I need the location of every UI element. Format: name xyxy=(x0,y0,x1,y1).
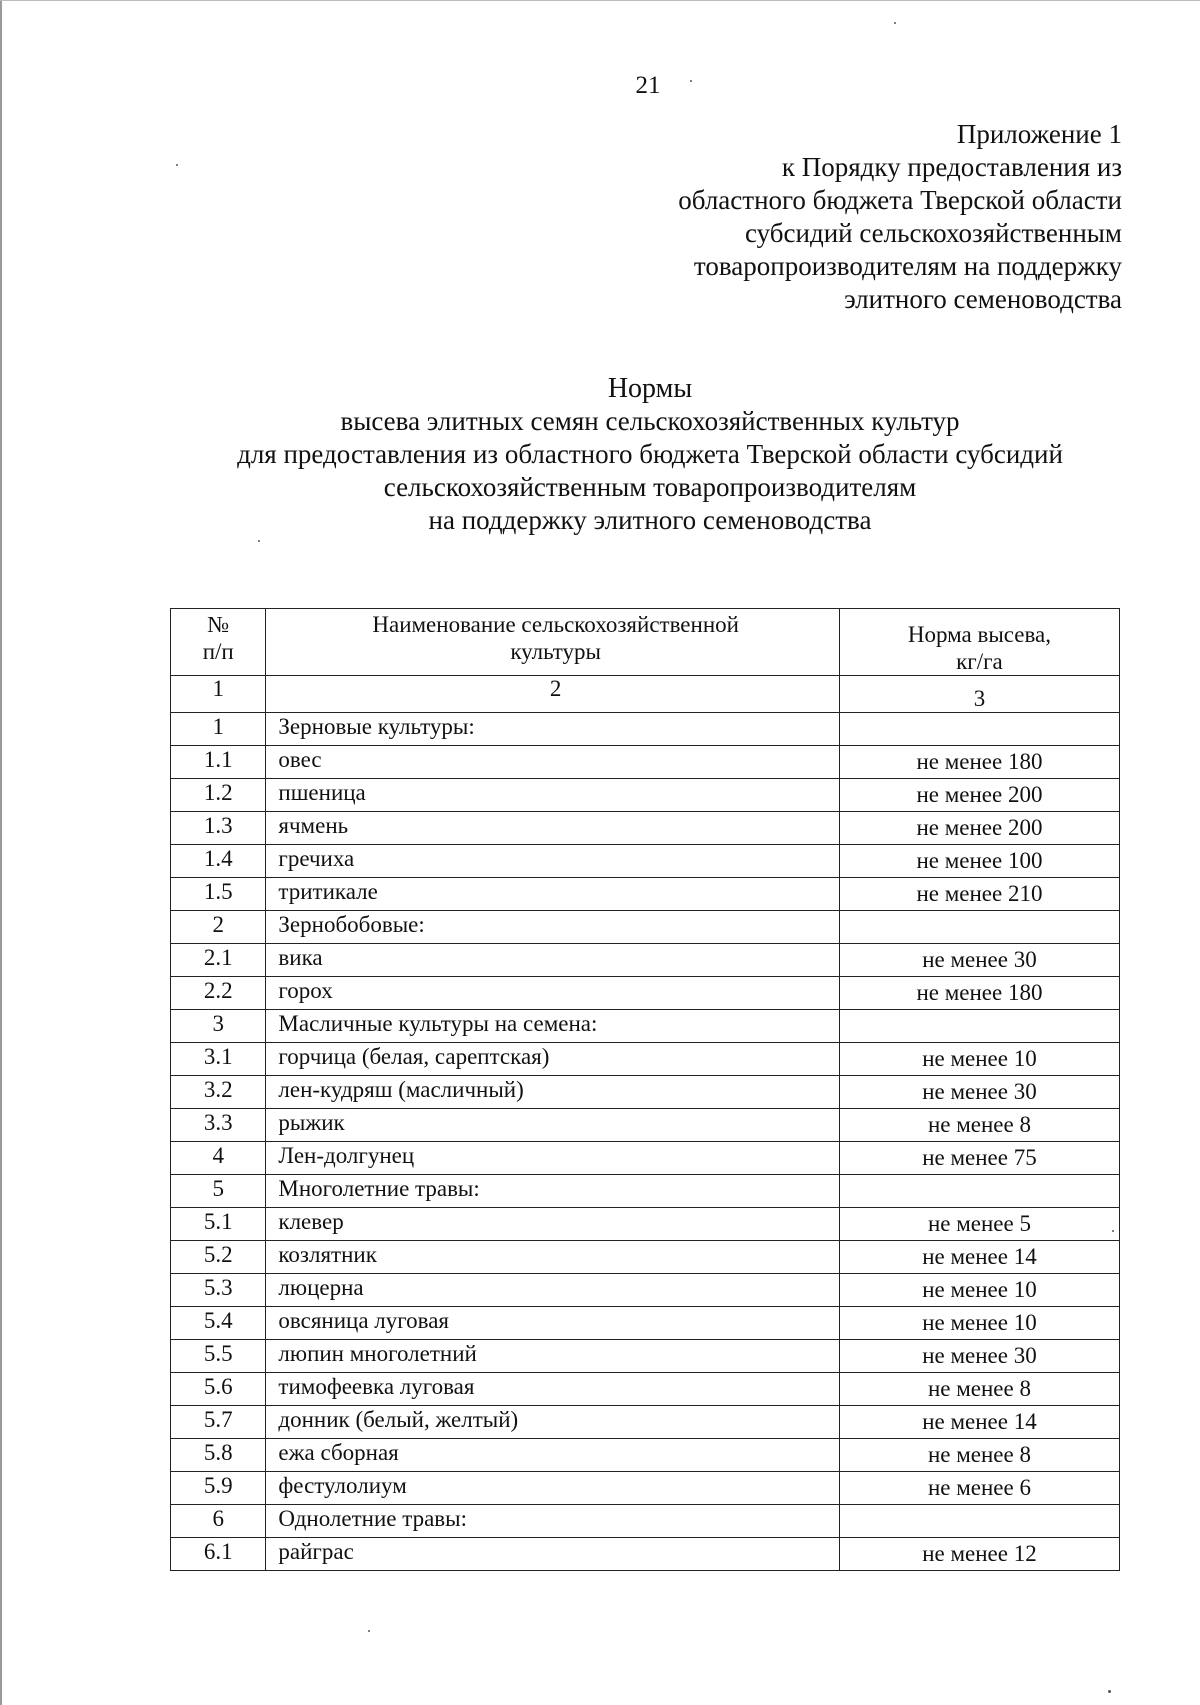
table-header-row xyxy=(171,609,1120,676)
row-number: 5.5 xyxy=(171,1340,266,1373)
appendix-line: товаропроизводителям на поддержку xyxy=(693,251,1122,281)
row-sowing-norm: не менее 75 xyxy=(839,1142,1119,1175)
table-row xyxy=(171,1010,1120,1043)
row-crop-name: вика xyxy=(266,944,840,977)
row-number: 3 xyxy=(171,1010,266,1043)
row-crop-name: Лен-долгунец xyxy=(266,1142,840,1175)
row-sowing-norm: не менее 180 xyxy=(839,977,1119,1010)
row-sowing-norm: не менее 200 xyxy=(839,779,1119,812)
scan-speck xyxy=(690,80,692,82)
scan-speck xyxy=(258,540,260,542)
scan-speck xyxy=(894,22,896,24)
appendix-line: элитного семеноводства xyxy=(844,284,1122,314)
row-crop-name: гречиха xyxy=(266,845,840,878)
row-number: 5 xyxy=(171,1175,266,1208)
table-row xyxy=(171,1340,1120,1373)
appendix-line: субсидий сельскохозяйственным xyxy=(745,218,1122,248)
row-crop-name: пшеница xyxy=(266,779,840,812)
table-row xyxy=(171,1043,1120,1076)
row-number: 5.2 xyxy=(171,1241,266,1274)
row-crop-name: люцерна xyxy=(266,1274,840,1307)
row-crop-name: горох xyxy=(266,977,840,1010)
row-sowing-norm: не менее 30 xyxy=(839,1076,1119,1109)
row-sowing-norm: не менее 10 xyxy=(839,1274,1119,1307)
row-crop-name: Однолетние травы: xyxy=(266,1505,840,1538)
row-crop-name: лен-кудряш (масличный) xyxy=(266,1076,840,1109)
scan-edge-left xyxy=(0,0,2,1705)
row-number: 2.1 xyxy=(171,944,266,977)
row-sowing-norm xyxy=(839,911,1119,944)
table-row xyxy=(171,845,1120,878)
row-sowing-norm: не менее 30 xyxy=(839,944,1119,977)
appendix-header xyxy=(678,118,1122,316)
header-norm: Норма высева, кг/га xyxy=(839,609,1119,676)
table-body xyxy=(171,713,1120,1571)
page-number: 21 xyxy=(635,72,661,99)
row-number: 2.2 xyxy=(171,977,266,1010)
row-sowing-norm xyxy=(839,1505,1119,1538)
row-number: 1 xyxy=(171,713,266,746)
row-number: 5.9 xyxy=(171,1472,266,1505)
row-crop-name: овес xyxy=(266,746,840,779)
table-row xyxy=(171,1505,1120,1538)
row-sowing-norm xyxy=(839,1010,1119,1043)
row-number: 5.6 xyxy=(171,1373,266,1406)
index-col-3: 3 xyxy=(839,676,1119,713)
row-number: 3.3 xyxy=(171,1109,266,1142)
title-line: высева элитных семян сельскохозяйственных культур xyxy=(340,406,960,436)
title-line: для предоставления из областного бюджета Тверской области субсидий xyxy=(237,439,1063,469)
table-row xyxy=(171,1406,1120,1439)
table-row xyxy=(171,1142,1120,1175)
row-number: 5.3 xyxy=(171,1274,266,1307)
table-row xyxy=(171,1241,1120,1274)
row-number: 6 xyxy=(171,1505,266,1538)
row-sowing-norm: не менее 100 xyxy=(839,845,1119,878)
row-sowing-norm xyxy=(839,1175,1119,1208)
table-row xyxy=(171,1439,1120,1472)
row-sowing-norm: не менее 10 xyxy=(839,1307,1119,1340)
scan-speck xyxy=(1112,1230,1114,1232)
appendix-line: к Порядку предоставления из xyxy=(781,152,1122,182)
scan-speck xyxy=(176,164,178,166)
table-row xyxy=(171,1472,1120,1505)
row-sowing-norm xyxy=(839,713,1119,746)
row-number: 1.5 xyxy=(171,878,266,911)
row-sowing-norm: не менее 8 xyxy=(839,1109,1119,1142)
row-number: 1.3 xyxy=(171,812,266,845)
row-crop-name: фестулолиум xyxy=(266,1472,840,1505)
row-crop-name: горчица (белая, сарептская) xyxy=(266,1043,840,1076)
table-row xyxy=(171,1109,1120,1142)
row-number: 1.1 xyxy=(171,746,266,779)
table-row xyxy=(171,977,1120,1010)
row-crop-name: ячмень xyxy=(266,812,840,845)
row-number: 3.1 xyxy=(171,1043,266,1076)
row-sowing-norm: не менее 6 xyxy=(839,1472,1119,1505)
table-row xyxy=(171,1175,1120,1208)
row-number: 6.1 xyxy=(171,1538,266,1571)
row-crop-name: клевер xyxy=(266,1208,840,1241)
row-crop-name: козлятник xyxy=(266,1241,840,1274)
title-line: Нормы xyxy=(607,373,693,404)
row-number: 5.4 xyxy=(171,1307,266,1340)
row-crop-name: люпин многолетний xyxy=(266,1340,840,1373)
table-row xyxy=(171,878,1120,911)
table-row xyxy=(171,1373,1120,1406)
table-row xyxy=(171,911,1120,944)
scan-speck xyxy=(1108,1690,1111,1693)
table-row xyxy=(171,1076,1120,1109)
index-col-1: 1 xyxy=(171,676,266,713)
row-sowing-norm: не менее 8 xyxy=(839,1373,1119,1406)
row-sowing-norm: не менее 30 xyxy=(839,1340,1119,1373)
index-col-2: 2 xyxy=(266,676,840,713)
row-sowing-norm: не менее 5 xyxy=(839,1208,1119,1241)
row-number: 1.4 xyxy=(171,845,266,878)
row-sowing-norm: не менее 180 xyxy=(839,746,1119,779)
appendix-line: Приложение 1 xyxy=(956,119,1122,149)
title-line: на поддержку элитного семеноводства xyxy=(428,505,872,535)
header-name: Наименование сельскохозяйственной культуры xyxy=(266,609,840,676)
document-title xyxy=(180,372,1120,537)
row-sowing-norm: не менее 10 xyxy=(839,1043,1119,1076)
row-crop-name: Зерновые культуры: xyxy=(266,713,840,746)
row-crop-name: рыжик xyxy=(266,1109,840,1142)
row-number: 2 xyxy=(171,911,266,944)
row-number: 5.7 xyxy=(171,1406,266,1439)
row-crop-name: райграс xyxy=(266,1538,840,1571)
table-row xyxy=(171,746,1120,779)
scan-edge-top xyxy=(0,0,1200,1)
row-crop-name: донник (белый, желтый) xyxy=(266,1406,840,1439)
title-line: сельскохозяйственным товаропроизводителям xyxy=(383,472,917,502)
table-row xyxy=(171,1274,1120,1307)
table-row xyxy=(171,1208,1120,1241)
row-sowing-norm: не менее 8 xyxy=(839,1439,1119,1472)
row-crop-name: Масличные культуры на семена: xyxy=(266,1010,840,1043)
row-number: 5.1 xyxy=(171,1208,266,1241)
norms-table xyxy=(170,608,1120,1571)
row-crop-name: тритикале xyxy=(266,878,840,911)
table-row xyxy=(171,1307,1120,1340)
scan-speck xyxy=(368,1630,370,1632)
table-row xyxy=(171,1538,1120,1571)
table-row xyxy=(171,812,1120,845)
appendix-line: областного бюджета Тверской области xyxy=(678,185,1122,215)
table-row xyxy=(171,713,1120,746)
row-crop-name: тимофеевка луговая xyxy=(266,1373,840,1406)
row-number: 4 xyxy=(171,1142,266,1175)
table-row xyxy=(171,944,1120,977)
row-sowing-norm: не менее 12 xyxy=(839,1538,1119,1571)
row-crop-name: Многолетние травы: xyxy=(266,1175,840,1208)
table-row xyxy=(171,779,1120,812)
row-sowing-norm: не менее 200 xyxy=(839,812,1119,845)
header-num: № п/п xyxy=(171,609,266,676)
row-sowing-norm: не менее 14 xyxy=(839,1241,1119,1274)
row-number: 5.8 xyxy=(171,1439,266,1472)
row-crop-name: Зернобобовые: xyxy=(266,911,840,944)
row-crop-name: ежа сборная xyxy=(266,1439,840,1472)
row-crop-name: овсяница луговая xyxy=(266,1307,840,1340)
row-number: 1.2 xyxy=(171,779,266,812)
row-sowing-norm: не менее 210 xyxy=(839,878,1119,911)
table-index-row xyxy=(171,676,1120,713)
row-sowing-norm: не менее 14 xyxy=(839,1406,1119,1439)
row-number: 3.2 xyxy=(171,1076,266,1109)
